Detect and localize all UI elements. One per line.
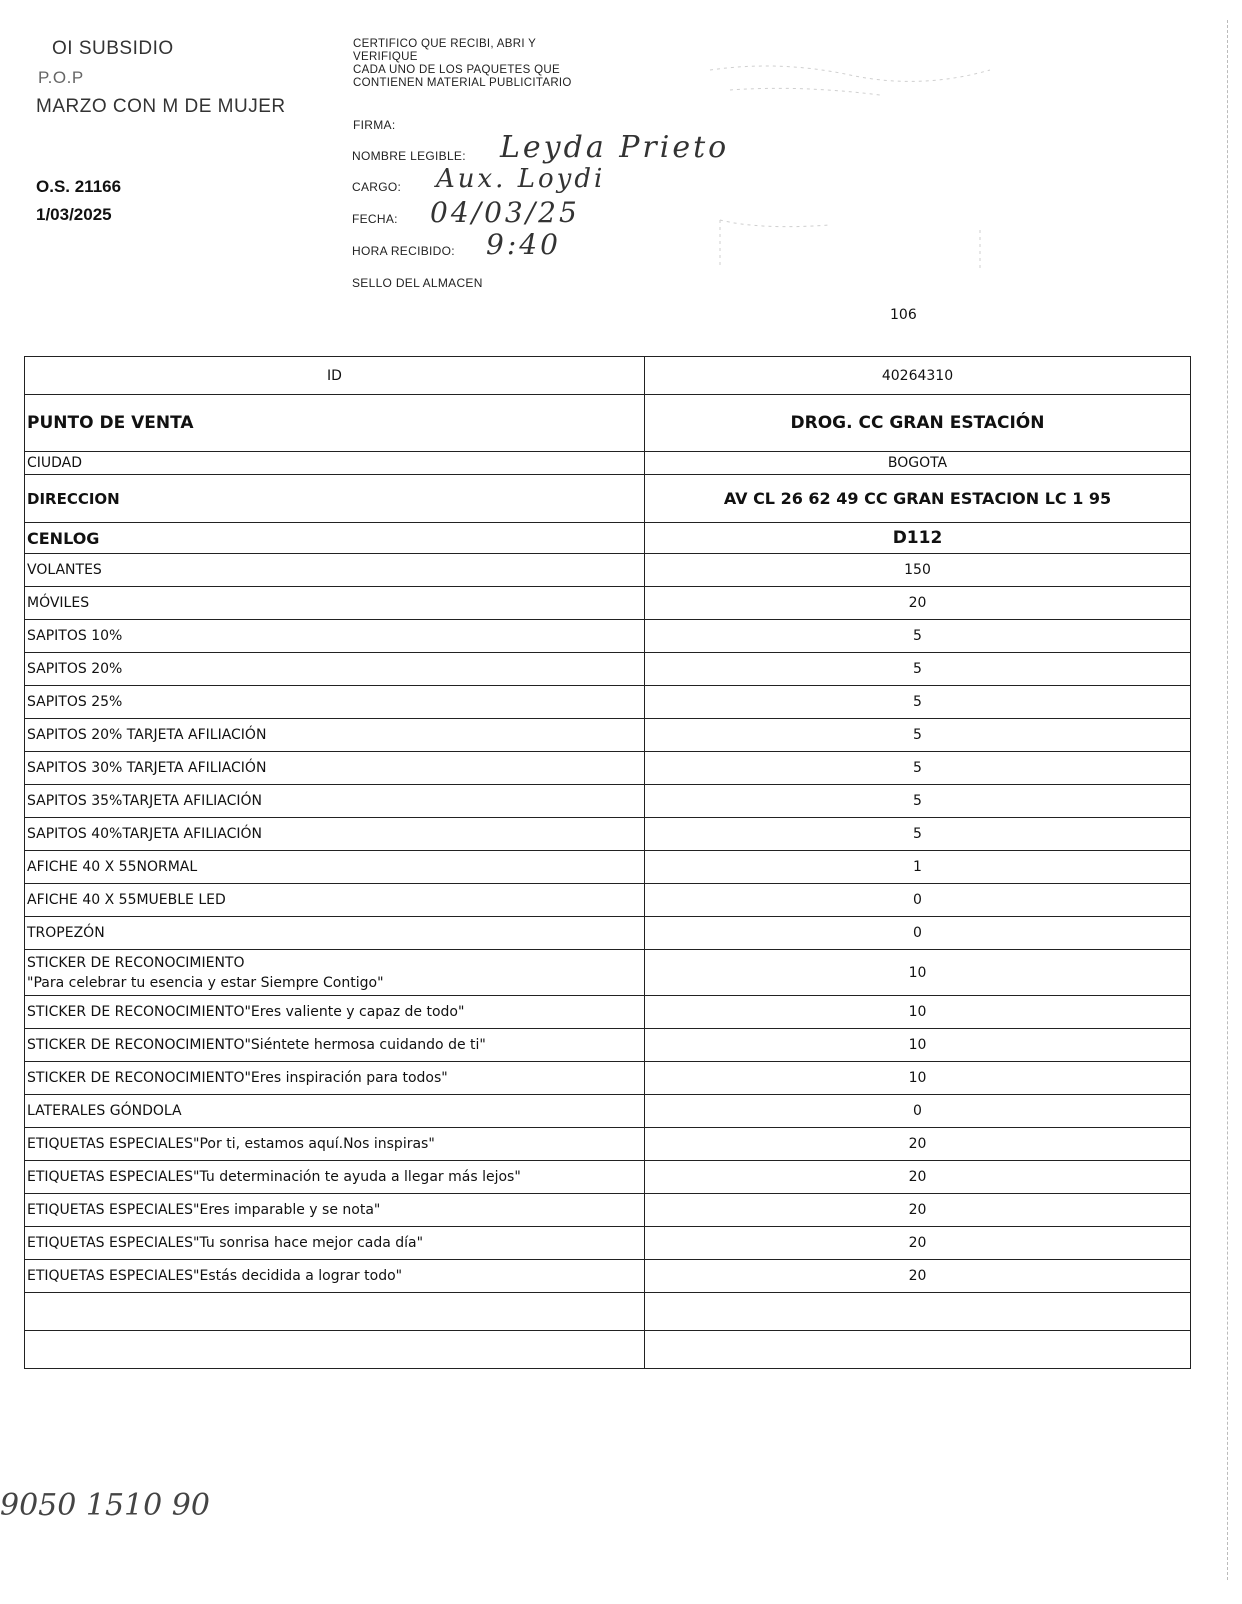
fecha-handwritten: 04/03/25	[430, 196, 580, 229]
table-row	[25, 1227, 1191, 1260]
item-label-line2: "Para celebrar tu esencia y estar Siempre Contigo"	[27, 974, 384, 991]
nombre-handwritten: Leyda Prieto	[500, 130, 730, 165]
table-row	[25, 1194, 1191, 1227]
table-row	[25, 1128, 1191, 1161]
item-label: ETIQUETAS ESPECIALES"Tu sonrisa hace mejor cada día"	[25, 1227, 645, 1260]
campaign-line-2: P.O.P	[38, 68, 84, 87]
item-quantity: 150	[645, 554, 1191, 587]
table-row	[25, 950, 1191, 996]
item-label: VOLANTES	[25, 554, 645, 587]
item-quantity: 10	[645, 1062, 1191, 1095]
order-date: 1/03/2025	[36, 205, 112, 224]
item-quantity: 5	[645, 818, 1191, 851]
item-label: STICKER DE RECONOCIMIENTO"Eres valiente y capaz de todo"	[25, 996, 645, 1029]
table-row	[25, 1260, 1191, 1293]
table-row	[25, 884, 1191, 917]
item-label: TROPEZÓN	[25, 917, 645, 950]
empty-cell	[645, 1331, 1191, 1369]
ciudad-value: BOGOTA	[645, 452, 1191, 475]
item-label: ETIQUETAS ESPECIALES"Eres imparable y se nota"	[25, 1194, 645, 1227]
item-label: ETIQUETAS ESPECIALES"Tu determinación te ayuda a llegar más lejos"	[25, 1161, 645, 1194]
item-quantity: 10	[645, 996, 1191, 1029]
nombre-label: NOMBRE LEGIBLE:	[352, 149, 466, 163]
hora-label: HORA RECIBIDO:	[352, 244, 455, 258]
table-row	[25, 587, 1191, 620]
table-row	[25, 357, 1191, 395]
cenlog-value: D112	[645, 523, 1191, 554]
item-label: SAPITOS 35%TARJETA AFILIACIÓN	[25, 785, 645, 818]
item-label: AFICHE 40 X 55MUEBLE LED	[25, 884, 645, 917]
item-label: STICKER DE RECONOCIMIENTO"Eres inspiración para todos"	[25, 1062, 645, 1095]
id-value: 40264310	[645, 357, 1191, 395]
item-label: SAPITOS 25%	[25, 686, 645, 719]
ciudad-label: CIUDAD	[25, 452, 645, 475]
table-row	[25, 452, 1191, 475]
footer-handwriting: 9050 1510 90	[0, 1488, 210, 1523]
cargo-handwritten: Aux. Loydi	[436, 164, 606, 194]
item-label: SAPITOS 30% TARJETA AFILIACIÓN	[25, 752, 645, 785]
delivery-table	[24, 356, 1191, 1369]
punto-value: DROG. CC GRAN ESTACIÓN	[645, 395, 1191, 452]
empty-cell	[645, 1293, 1191, 1331]
item-quantity: 20	[645, 1194, 1191, 1227]
item-quantity: 5	[645, 719, 1191, 752]
table-row	[25, 653, 1191, 686]
sello-label: SELLO DEL ALMACEN	[352, 276, 483, 290]
table-row	[25, 1161, 1191, 1194]
item-label: ETIQUETAS ESPECIALES"Por ti, estamos aquí.Nos inspiras"	[25, 1128, 645, 1161]
item-quantity: 10	[645, 1029, 1191, 1062]
item-quantity: 20	[645, 1260, 1191, 1293]
item-quantity: 5	[645, 752, 1191, 785]
direccion-value: AV CL 26 62 49 CC GRAN ESTACION LC 1 95	[645, 475, 1191, 523]
item-quantity: 5	[645, 686, 1191, 719]
table-row	[25, 686, 1191, 719]
direccion-label: DIRECCION	[25, 475, 645, 523]
cargo-label: CARGO:	[352, 180, 402, 194]
certificate-text: CERTIFICO QUE RECIBI, ABRI Y VERIFIQUE CADA UNO DE LOS PAQUETES QUE CONTIENEN MATERIAL PUBLICITARIO	[353, 38, 572, 89]
table-row	[25, 818, 1191, 851]
item-quantity: 20	[645, 1161, 1191, 1194]
campaign-title: MARZO CON M DE MUJER	[36, 96, 286, 117]
item-label: AFICHE 40 X 55NORMAL	[25, 851, 645, 884]
item-quantity: 0	[645, 1095, 1191, 1128]
empty-row	[25, 1293, 1191, 1331]
item-label-line1: STICKER DE RECONOCIMIENTO	[27, 954, 245, 971]
item-label: SAPITOS 20%	[25, 653, 645, 686]
hora-handwritten: 9:40	[486, 228, 561, 261]
item-quantity: 20	[645, 1227, 1191, 1260]
item-quantity: 0	[645, 884, 1191, 917]
item-label: SAPITOS 10%	[25, 620, 645, 653]
page-number: 106	[890, 307, 917, 323]
table-row	[25, 719, 1191, 752]
empty-row	[25, 1331, 1191, 1369]
item-label: MÓVILES	[25, 587, 645, 620]
item-label: SAPITOS 20% TARJETA AFILIACIÓN	[25, 719, 645, 752]
table-row	[25, 395, 1191, 452]
item-quantity: 5	[645, 653, 1191, 686]
faint-stamp-marks	[700, 30, 1000, 280]
firma-label: FIRMA:	[353, 118, 396, 132]
item-label: STICKER DE RECONOCIMIENTO"Siéntete hermosa cuidando de ti"	[25, 1029, 645, 1062]
table-row	[25, 1095, 1191, 1128]
table-row	[25, 1029, 1191, 1062]
item-label: LATERALES GÓNDOLA	[25, 1095, 645, 1128]
item-quantity: 0	[645, 917, 1191, 950]
table-row	[25, 851, 1191, 884]
item-quantity: 1	[645, 851, 1191, 884]
item-quantity: 20	[645, 587, 1191, 620]
table-row	[25, 475, 1191, 523]
item-label	[25, 950, 645, 996]
table-row	[25, 620, 1191, 653]
table-row	[25, 917, 1191, 950]
scan-edge-line	[1227, 20, 1228, 1580]
item-label: ETIQUETAS ESPECIALES"Estás decidida a lograr todo"	[25, 1260, 645, 1293]
table-row	[25, 523, 1191, 554]
empty-cell	[25, 1293, 645, 1331]
item-quantity: 5	[645, 620, 1191, 653]
table-row	[25, 785, 1191, 818]
cenlog-label: CENLOG	[25, 523, 645, 554]
order-number: O.S. 21166	[36, 177, 122, 196]
fecha-label: FECHA:	[352, 212, 398, 226]
campaign-line-1: OI SUBSIDIO	[52, 38, 174, 59]
table-row	[25, 1062, 1191, 1095]
item-quantity: 10	[645, 950, 1191, 996]
table-row	[25, 752, 1191, 785]
table-row	[25, 996, 1191, 1029]
item-quantity: 20	[645, 1128, 1191, 1161]
item-quantity: 5	[645, 785, 1191, 818]
item-label: SAPITOS 40%TARJETA AFILIACIÓN	[25, 818, 645, 851]
empty-cell	[25, 1331, 645, 1369]
id-label: ID	[25, 357, 645, 395]
table-row	[25, 554, 1191, 587]
punto-label: PUNTO DE VENTA	[25, 395, 645, 452]
